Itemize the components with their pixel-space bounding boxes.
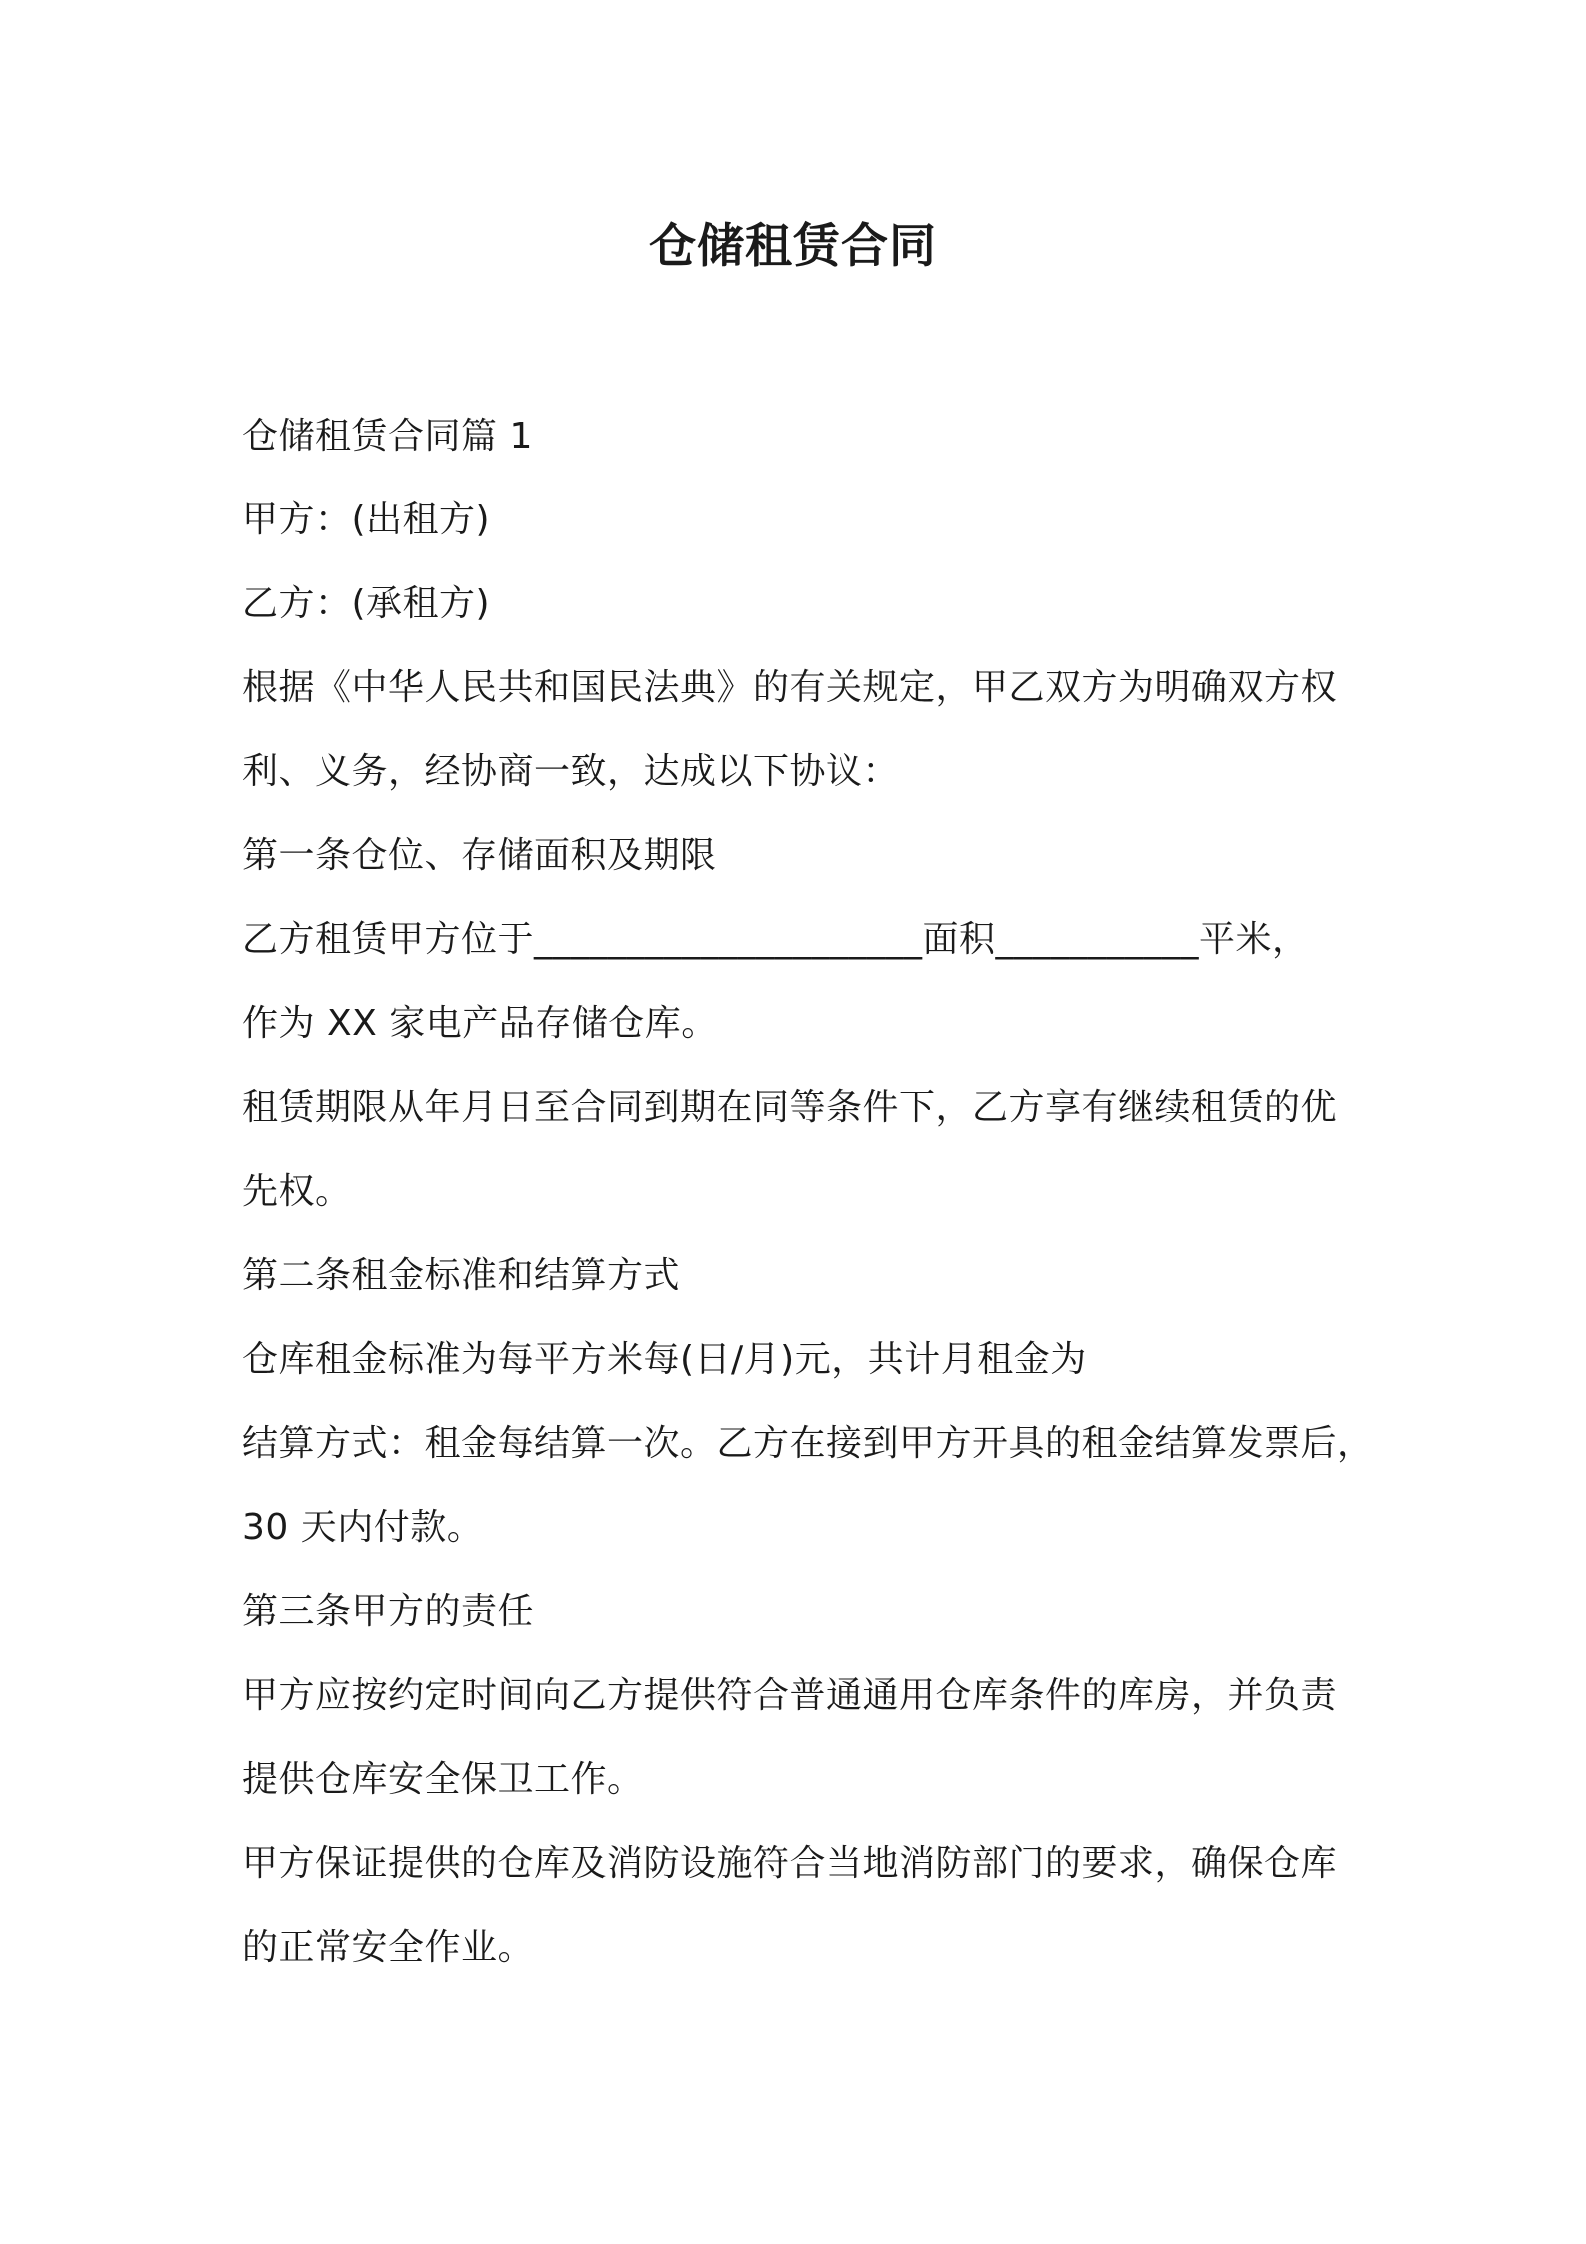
paragraph-line: 仓库租金标准为每平方米每(日/月)元，共计月租金为	[242, 1339, 1087, 1380]
paragraph-line: 作为 XX 家电产品存储仓库。	[242, 1003, 718, 1044]
article-heading: 第一条仓位、存储面积及期限	[242, 835, 717, 876]
paragraph-line: 的正常安全作业。	[242, 1927, 535, 1968]
paragraph-line: 根据《中华人民共和国民法典》的有关规定，甲乙双方为明确双方权	[242, 667, 1338, 708]
paragraph-line: 租赁期限从年月日至合同到期在同等条件下，乙方享有继续租赁的优	[242, 1087, 1338, 1128]
paragraph-line: 甲方应按约定时间向乙方提供符合普通通用仓库条件的库房，并负责	[242, 1675, 1338, 1716]
paragraph-line: 结算方式：租金每结算一次。乙方在接到甲方开具的租金结算发票后，	[242, 1423, 1374, 1464]
party-a-line: 甲方：(出租方)	[242, 499, 491, 540]
paragraph-line: 30 天内付款。	[242, 1507, 484, 1548]
section-heading: 仓储租赁合同篇 1	[242, 416, 533, 457]
paragraph-line: 提供仓库安全保卫工作。	[242, 1759, 644, 1800]
article-heading: 第二条租金标准和结算方式	[242, 1255, 681, 1296]
paragraph-line: 甲方保证提供的仓库及消防设施符合当地消防部门的要求，确保仓库	[242, 1843, 1338, 1884]
article-heading: 第三条甲方的责任	[242, 1591, 535, 1632]
paragraph-line: 乙方租赁甲方位于_____________________面积___________平米，	[242, 919, 1309, 960]
paragraph-line: 利、义务，经协商一致，达成以下协议：	[242, 751, 900, 792]
paragraph-line: 先权。	[242, 1171, 352, 1212]
document-title: 仓储租赁合同	[649, 219, 937, 274]
party-b-line: 乙方：(承租方)	[242, 583, 491, 624]
